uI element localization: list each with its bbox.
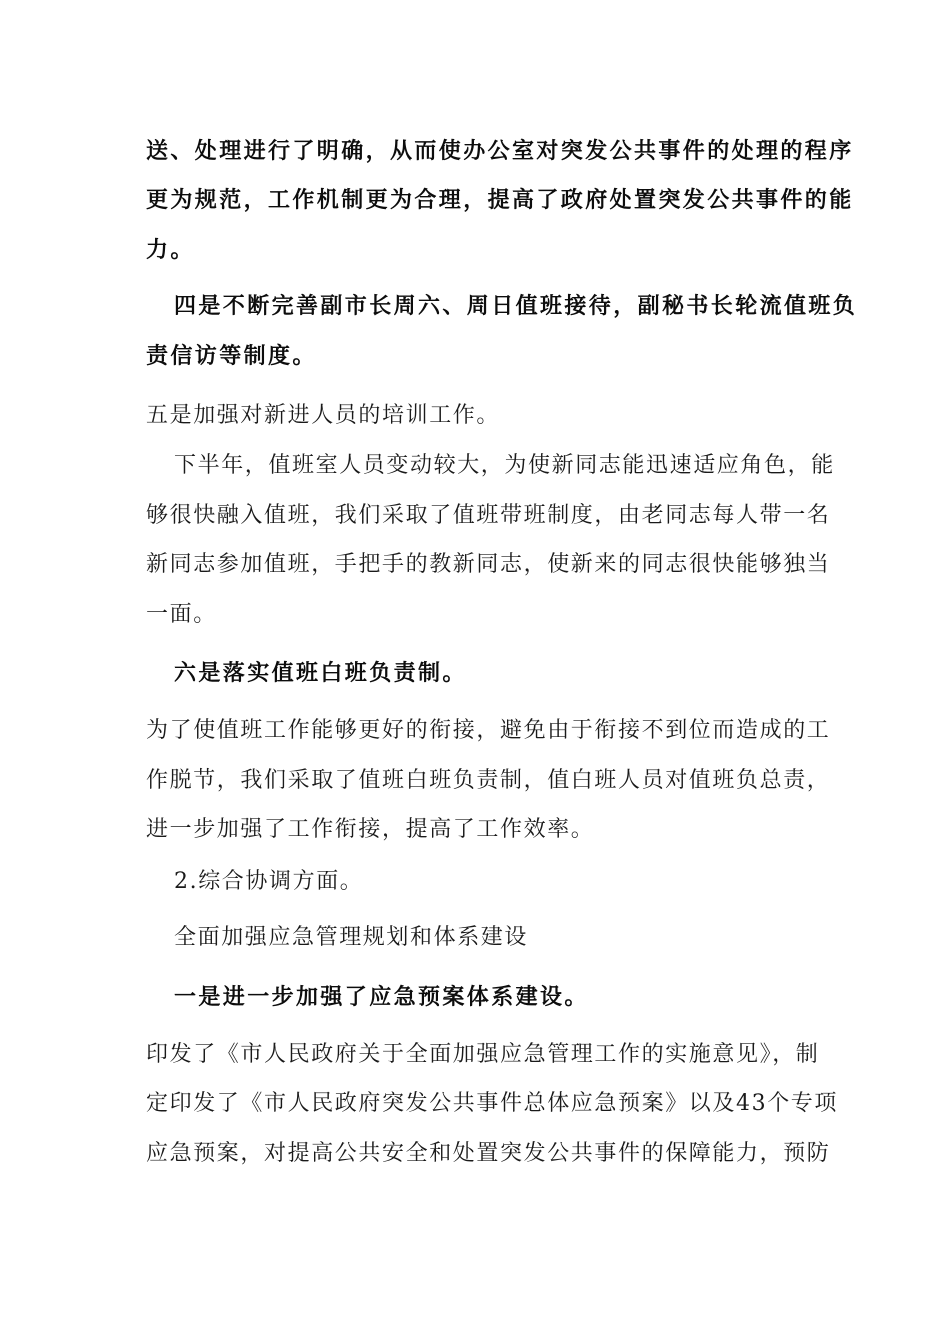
- section-subheading: 全面加强应急管理规划和体系建设: [174, 925, 529, 950]
- paragraph-line: 一面。: [146, 602, 217, 627]
- paragraph-line: 印发了《市人民政府关于全面加强应急管理工作的实施意见》，制: [146, 1042, 820, 1067]
- paragraph-line: 定印发了《市人民政府突发公共事件总体应急预案》以及43个专项: [146, 1091, 838, 1116]
- section-heading: 一是进一步加强了应急预案体系建设。: [174, 985, 589, 1010]
- section-heading: 六是落实值班白班负责制。: [174, 661, 467, 686]
- section-heading: 2.综合协调方面。: [174, 869, 364, 894]
- paragraph-line: 力。: [146, 238, 195, 263]
- paragraph-line: 进一步加强了工作衔接，提高了工作效率。: [146, 817, 595, 842]
- paragraph-line: 为了使值班工作能够更好的衔接，避免由于衔接不到位而造成的工: [146, 718, 831, 743]
- paragraph-line: 新同志参加值班，手把手的教新同志，使新来的同志很快能够独当: [146, 552, 831, 577]
- paragraph-line: 送、处理进行了明确，从而使办公室对突发公共事件的处理的程序: [146, 139, 854, 164]
- section-heading: 五是加强对新进人员的培训工作。: [146, 403, 501, 428]
- paragraph-line: 责信访等制度。: [146, 344, 317, 369]
- paragraph-line: 够很快融入值班，我们采取了值班带班制度，由老同志每人带一名: [146, 503, 831, 528]
- paragraph-line: 应急预案，对提高公共安全和处置突发公共事件的保障能力，预防: [146, 1141, 831, 1166]
- paragraph-line: 下半年，值班室人员变动较大，为使新同志能迅速适应角色，能: [174, 453, 835, 478]
- paragraph-line: 作脱节，我们采取了值班白班负责制，值白班人员对值班负总责，: [146, 768, 831, 793]
- paragraph-line: 四是不断完善副市长周六、周日值班接待，副秘书长轮流值班负: [174, 294, 858, 319]
- paragraph-line: 更为规范，工作机制更为合理，提高了政府处置突发公共事件的能: [146, 188, 854, 213]
